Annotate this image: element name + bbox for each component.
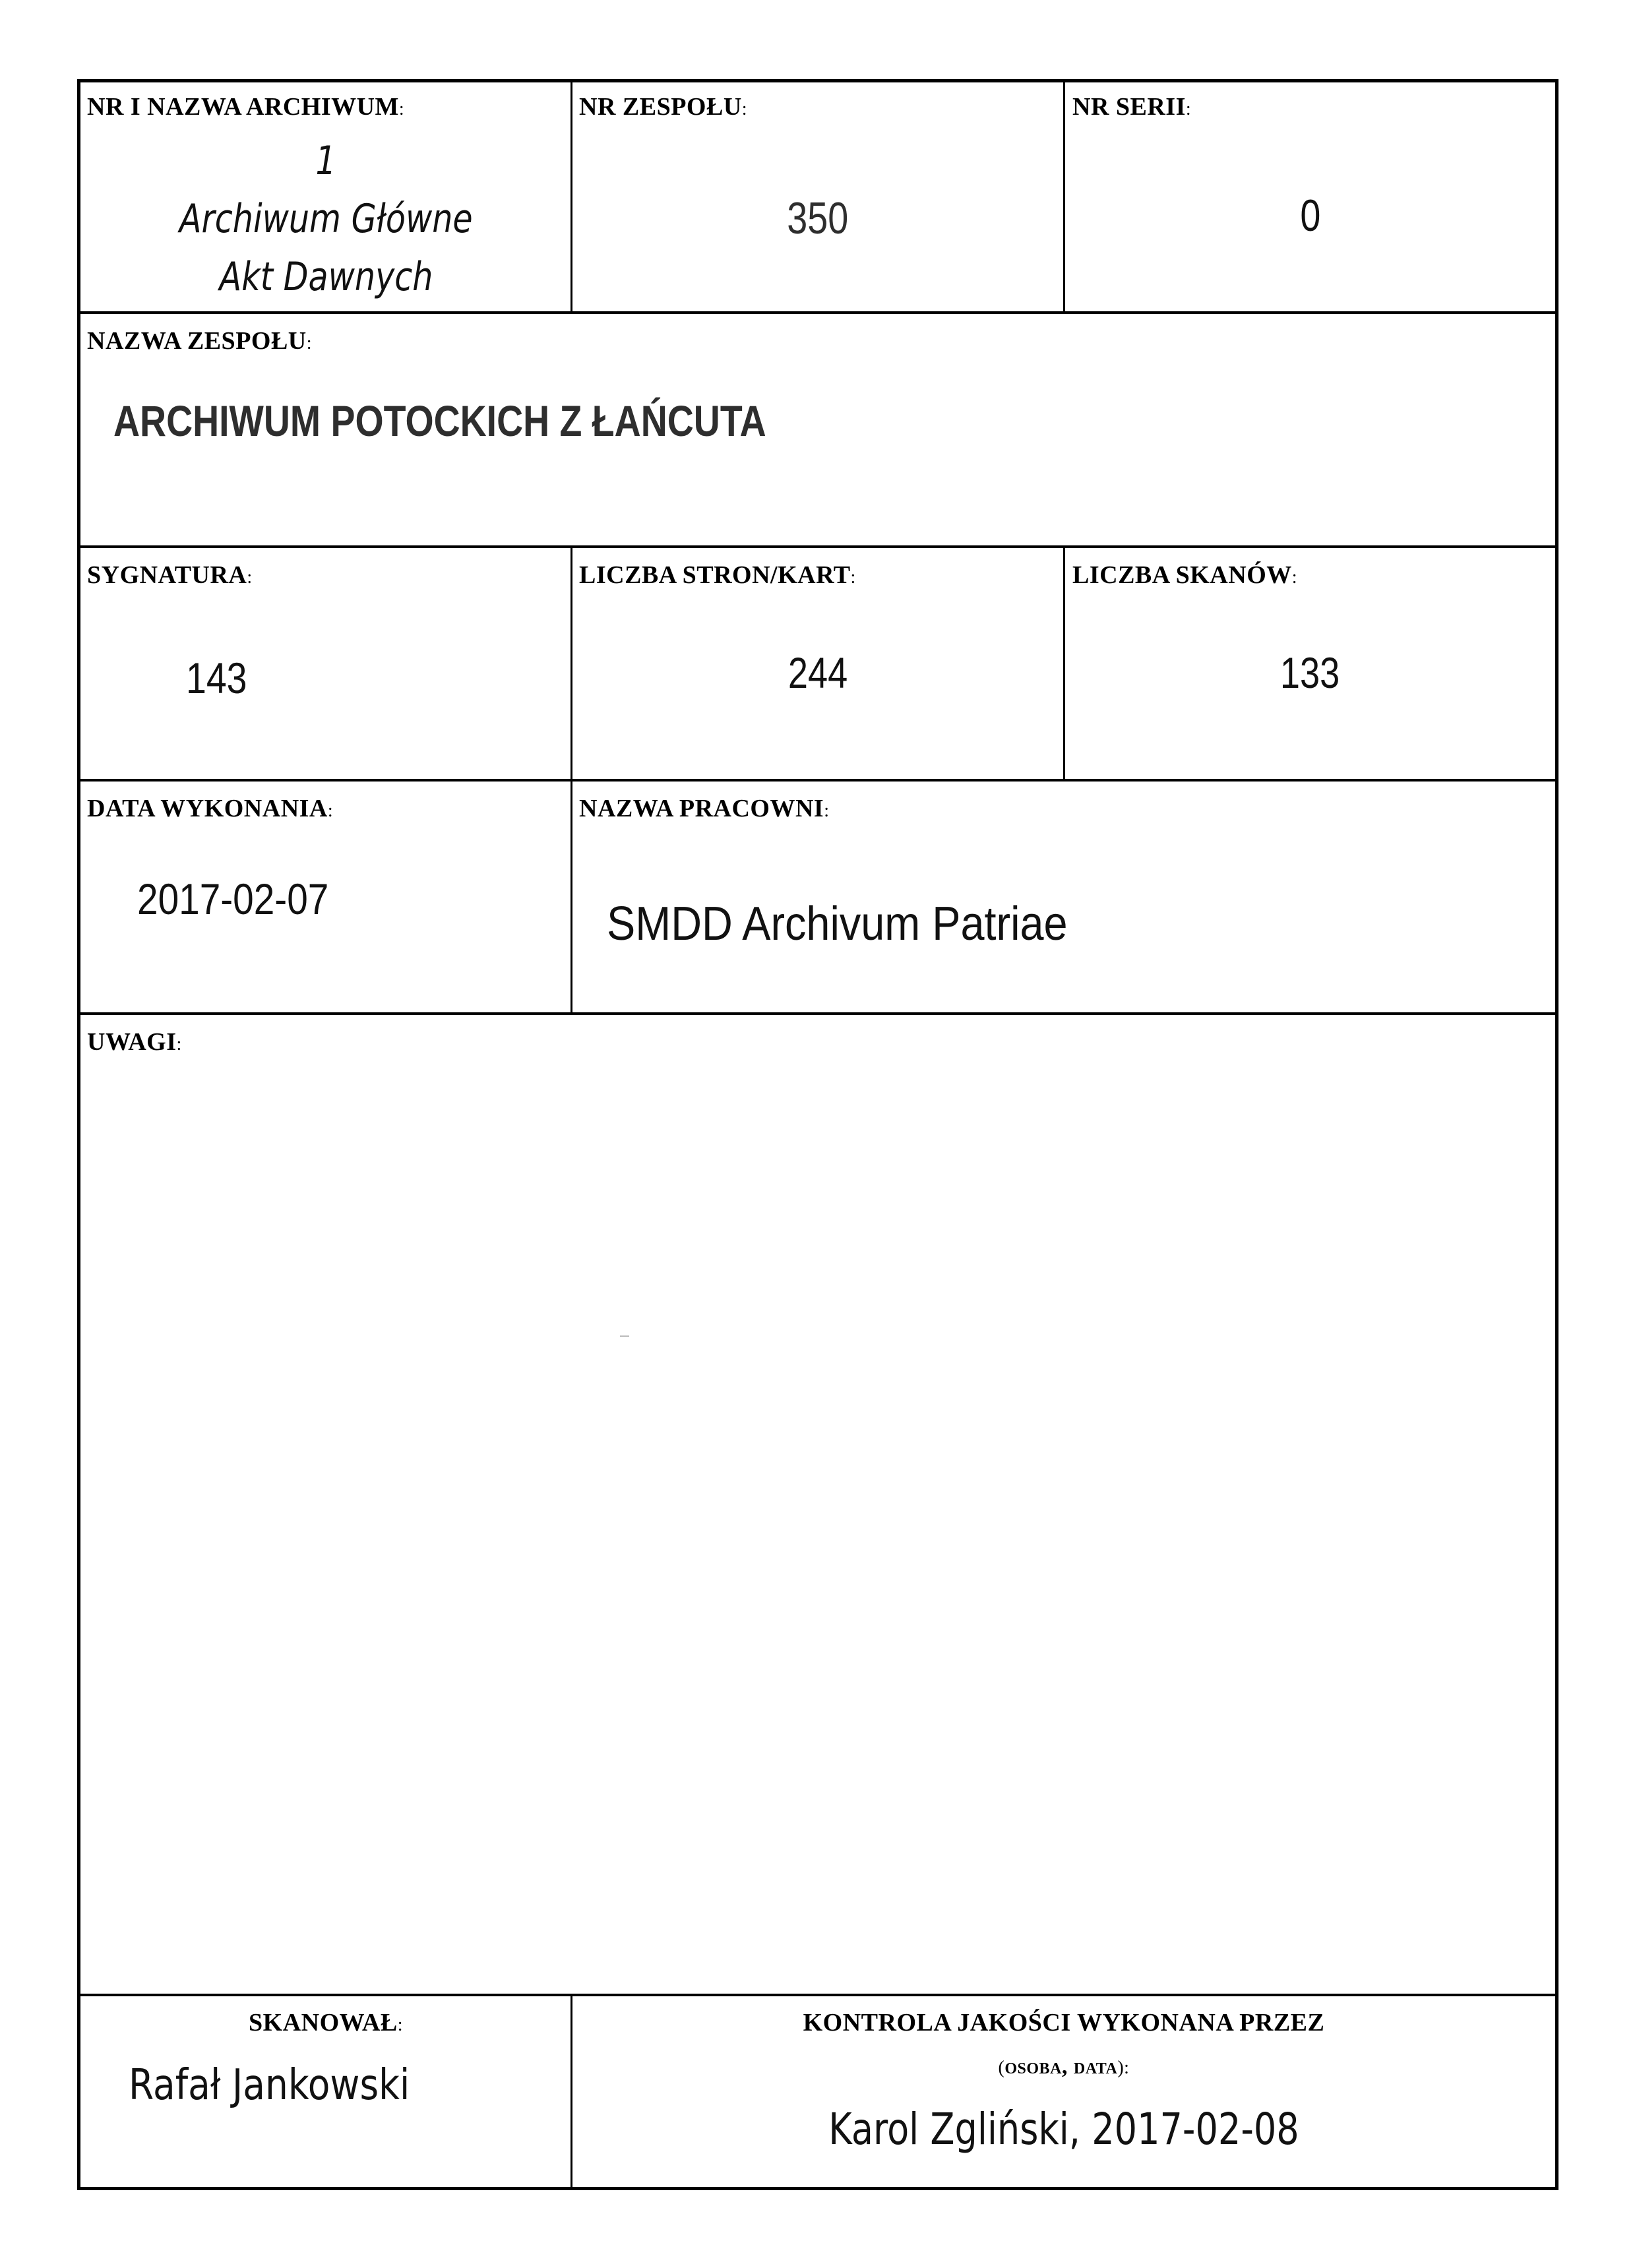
archive-label (87, 92, 404, 121)
scan-count-value (1065, 648, 1555, 698)
archive-value (80, 132, 571, 306)
row-divider-2 (77, 545, 1558, 548)
date-value: 2017-02-07 (137, 874, 329, 923)
colon: : (398, 99, 405, 119)
fonds-name-label-text: NAZWA ZESPOŁU (87, 327, 307, 355)
notes-label (87, 1027, 182, 1057)
colon: : (850, 567, 856, 588)
signature-value: 143 (186, 654, 247, 702)
archive-number: 1 (315, 138, 336, 184)
workshop-value: SMDD Archivum Patriae (607, 898, 1068, 950)
page-count-text: 244 (787, 648, 848, 697)
page-count-label-text: LICZBA STRON/KART (579, 561, 851, 589)
workshop-label-text: NAZWA PRACOWNI (579, 795, 824, 822)
quality-control-sublabel-text: osoba, data (1004, 2054, 1118, 2079)
colon: : (1291, 567, 1298, 588)
colon: : (397, 2015, 403, 2035)
quality-control-sublabel (572, 2054, 1555, 2079)
fonds-number-label-text: NR ZESPOŁU (579, 93, 742, 121)
colon: : (1185, 99, 1192, 119)
col-divider-r4 (571, 780, 572, 1014)
page-count-value (572, 648, 1063, 698)
series-number-label (1072, 92, 1191, 121)
scanned-by-label (80, 2008, 571, 2037)
date-label (87, 794, 333, 823)
fonds-name-value: ARCHIWUM POTOCKICH Z ŁAŃCUTA (113, 396, 766, 445)
quality-control-label-text: KONTROLA JAKOŚCI WYKONANA PRZEZ (803, 2009, 1325, 2037)
row-divider-1 (77, 311, 1558, 314)
quality-control-label (572, 2008, 1555, 2037)
scan-count-label (1072, 561, 1297, 590)
date-label-text: DATA WYKONANIA (87, 795, 328, 822)
archive-label-text: NR I NAZWA ARCHIWUM (87, 93, 399, 121)
colon: : (247, 567, 253, 588)
row-divider-3 (77, 779, 1558, 782)
scan-count-text: 133 (1280, 648, 1340, 697)
series-number-label-text: NR SERII (1072, 93, 1186, 121)
quality-control-text: Karol Zgliński, 2017-02-08 (828, 2104, 1299, 2155)
fonds-number-text: 350 (787, 193, 849, 243)
row-divider-4 (77, 1012, 1558, 1015)
colon: : (741, 99, 748, 119)
notes-value (87, 1068, 1538, 1985)
colon: : (306, 333, 313, 353)
series-number-text: 0 (1299, 191, 1321, 241)
archive-name-line1: Archiwum Główne (179, 196, 473, 242)
colon: : (176, 1034, 182, 1055)
scan-artifact (620, 1335, 629, 1337)
signature-label-text: SYGNATURA (87, 561, 247, 589)
fonds-number-value (572, 193, 1063, 244)
scan-count-label-text: LICZBA SKANÓW (1072, 561, 1292, 589)
signature-label (87, 561, 253, 590)
colon: : (824, 801, 830, 821)
fonds-number-label (579, 92, 747, 121)
fonds-name-label (87, 326, 312, 355)
series-number-value (1065, 190, 1555, 241)
paren-open: ( (998, 2058, 1005, 2078)
workshop-label (579, 794, 829, 823)
notes-label-text: UWAGI (87, 1028, 177, 1056)
paren-close: ): (1117, 2058, 1130, 2078)
quality-control-value (572, 2104, 1555, 2155)
row-divider-5 (77, 1994, 1558, 1996)
archive-name-line2: Akt Dawnych (219, 254, 433, 300)
colon: : (327, 801, 334, 821)
page-count-label (579, 561, 856, 590)
scanned-by-label-text: SKANOWAŁ (249, 2009, 398, 2037)
scanned-by-value: Rafał Jankowski (129, 2061, 410, 2110)
